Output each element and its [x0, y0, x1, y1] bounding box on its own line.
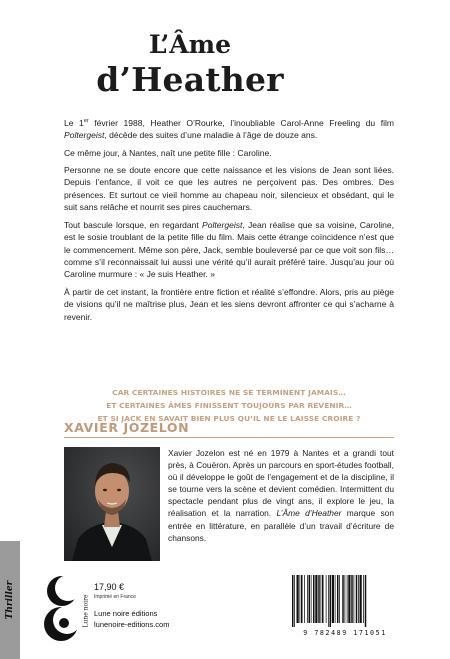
blurb-text: Tout bascule lorsque, en regardant: [64, 219, 202, 230]
lune-noire-logo-icon: [42, 571, 80, 647]
barcode-bar: [300, 575, 301, 623]
ordinal-superscript: er: [83, 118, 89, 124]
author-portrait-illustration: [64, 447, 160, 561]
barcode-bar: [356, 575, 358, 623]
price: 17,90 €: [94, 582, 125, 592]
barcode-bar: [337, 575, 339, 623]
blurb-paragraph-1: [64, 115, 394, 142]
blurb: [64, 115, 394, 328]
tagline-line: ET CERTAINES ÂMES FINISSENT TOUJOURS PAR REVENIR…: [106, 401, 352, 410]
barcode-bar: [309, 575, 311, 623]
blurb-text: , Jean réalise que sa voisine, Caroline, est le sosie troublant de la petite fille du film. Mais cette étrange coïncidence n’est que le commencement. Même son père, Jack, semble bouleversé par ce que voit son fils… comme s’il reconnaissait lui aussi une vérité qu’il aurait préféré taire. Jusqu’au jour où Caroline murmure : « Je suis Heather. »: [64, 219, 394, 280]
book-title: [0, 30, 380, 100]
barcode-bar: [292, 575, 294, 627]
barcode-bar: [304, 575, 305, 623]
bio-text: marque son entrée en littérature, en parallèle d’un travail d’écriture de chansons.: [168, 508, 394, 543]
book-title-line1: L’Âme: [148, 30, 232, 59]
publisher-name: Lune noire éditions: [94, 609, 158, 618]
barcode-bar: [345, 575, 346, 623]
publisher-website: lunenoire-editions.com: [94, 620, 170, 629]
barcode-bar: [326, 575, 327, 623]
barcode-bar: [315, 575, 317, 623]
genre-label: Thriller: [5, 580, 15, 620]
barcode-bar: [322, 575, 324, 623]
barcode-bar: [301, 575, 303, 623]
printed-in: Imprimé en France: [94, 594, 136, 600]
author-bio: [168, 447, 394, 544]
barcode-bar: [328, 575, 329, 627]
barcode-bar: [307, 575, 308, 623]
blurb-paragraph-4: [64, 219, 394, 281]
isbn-barcode-icon: [290, 575, 400, 627]
blurb-paragraph-5: À partir de cet instant, la frontière entre fiction et réalité s’effondre. Alors, pris au piège de visions qu’il ne maîtrise plus, Jean et les siens devront affronter ce qui s’acharne à revenir.: [64, 286, 394, 322]
divider: [64, 437, 394, 438]
barcode-bar: [358, 575, 359, 623]
blurb-text: Le 1: [64, 117, 84, 128]
barcode-bar: [339, 575, 340, 623]
barcode-bar: [297, 575, 299, 623]
author-name: XAVIER JOZELON: [64, 420, 190, 435]
barcode-bar: [321, 575, 322, 623]
blurb-text: , décède des suites d’une maladie à l’âge de douze ans.: [104, 130, 318, 141]
author-portrait: [64, 447, 160, 561]
film-title: Poltergeist: [64, 130, 105, 141]
barcode-bar: [318, 575, 320, 623]
bio-text: Xavier Jozelon est né en 1979 à Nantes et a grandi tout près, à Couëron. Après un parcours en sport-études football, où il développe le goût de l’engagement et de la discipline, il se tourne vers la scène et devient comédien. Intermittent du spectacle pendant plus de vingt ans, il explore le jeu, la réalisation et la narration.: [168, 448, 394, 519]
imprint-name: Lune noire: [82, 594, 90, 628]
barcode-bar: [335, 575, 336, 623]
barcode-bar: [348, 575, 350, 623]
book-title-line2: d’Heather: [96, 60, 284, 99]
barcode-bar: [347, 575, 348, 623]
isbn-number: 9 782489 171051: [303, 629, 387, 637]
tagline-line: CAR CERTAINES HISTOIRES NE SE TERMINENT JAMAIS…: [112, 388, 346, 397]
barcode-bar: [363, 575, 364, 623]
barcode-bar: [354, 575, 355, 623]
film-title: Poltergeist: [202, 219, 243, 230]
barcode-bar: [332, 575, 334, 623]
blurb-paragraph-2: Ce même jour, à Nantes, naît une petite fille : Caroline.: [64, 147, 272, 158]
barcode-bar: [313, 575, 315, 623]
barcode-bar: [294, 575, 295, 627]
blurb-text: février 1988, Heather O’Rourke, l’inoubliable Carol-Anne Freeling du film: [88, 117, 394, 128]
tagline-line: ET SI JACK EN SAVAIT BIEN PLUS QU’IL NE LE LAISSE CROIRE ?: [97, 414, 361, 423]
blurb-paragraph-3: Personne ne se doute encore que cette naissance et les visions de Jean sont liées. Depuis l’enfance, il voit ce que les autres ne perçoivent pas. Des ombres. Des présences. Et surtout ce vieil homme au chapeau noir, silencieux et obsédant, qui le suit sans relâche et nourrit ses pires cauchemars.: [64, 165, 394, 213]
barcode-bar: [365, 575, 367, 627]
book-title-inline: L’Âme d’Heather: [276, 508, 342, 519]
barcode-bar: [330, 575, 332, 627]
barcode-bar: [360, 575, 362, 623]
barcode-bar: [342, 575, 344, 623]
barcode-bar: [311, 575, 312, 623]
barcode-bar: [351, 575, 353, 623]
